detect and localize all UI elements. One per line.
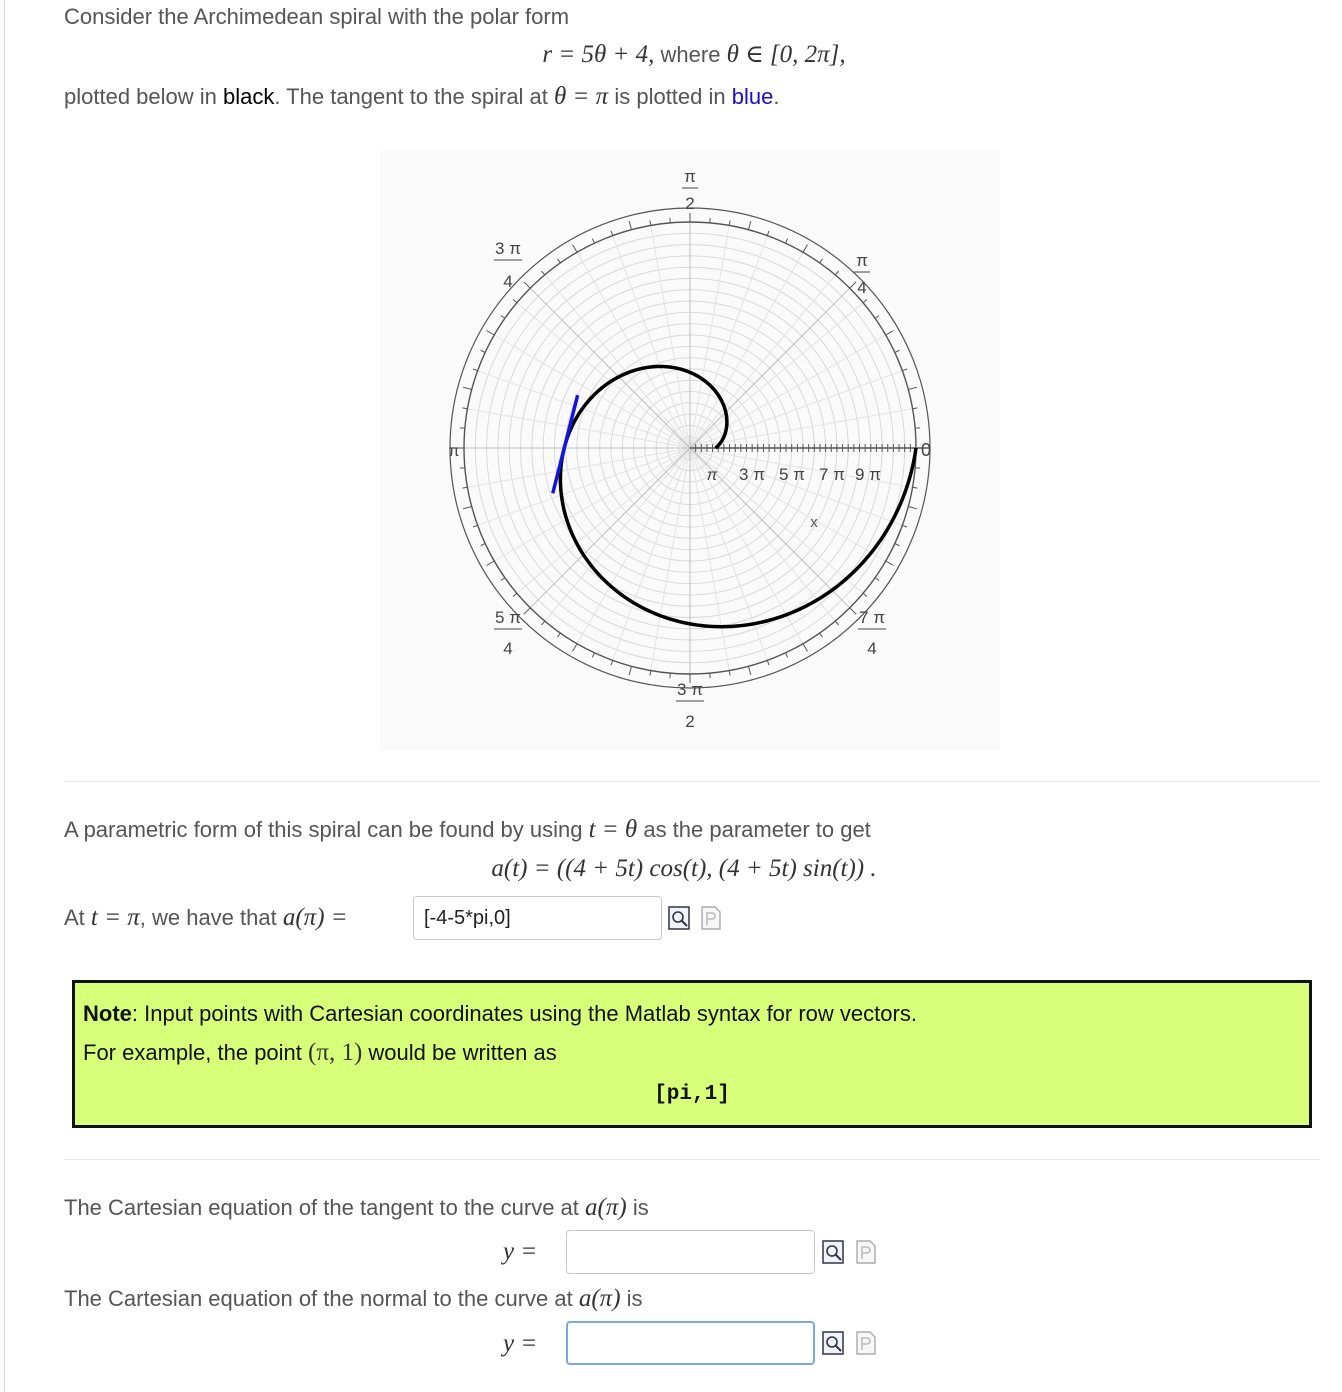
help-doc-icon[interactable] bbox=[855, 1240, 877, 1264]
radial-label-7pi: 7 π bbox=[819, 465, 845, 484]
answer-input-point[interactable] bbox=[413, 896, 662, 940]
polar-formula bbox=[0, 40, 1342, 70]
help-doc-icon[interactable] bbox=[700, 906, 722, 930]
label-pi-over-2-den: 2 bbox=[685, 194, 695, 213]
q2-text: The Cartesian equation of the tangent to the curve at bbox=[64, 1195, 586, 1220]
label-zero: 0 bbox=[920, 440, 932, 460]
preview-icon[interactable] bbox=[668, 906, 690, 930]
note-box bbox=[72, 980, 1312, 1128]
radial-label-pi: π bbox=[706, 467, 718, 484]
note-text: For example, the point bbox=[83, 1040, 309, 1065]
note-line-2 bbox=[83, 1039, 557, 1067]
divider bbox=[64, 781, 1320, 782]
q3-text: The Cartesian equation of the normal to the curve at bbox=[64, 1286, 579, 1311]
note-label: Note bbox=[83, 1001, 132, 1026]
help-doc-icon[interactable] bbox=[855, 1331, 877, 1355]
axis-marker-x: x bbox=[810, 514, 818, 531]
polar-formula-equation: r = 5θ + 4, bbox=[542, 41, 655, 68]
blue-word: blue bbox=[731, 84, 774, 109]
black-word: black bbox=[223, 84, 275, 109]
intro-line-3 bbox=[64, 82, 779, 112]
t-eq-pi: t = π bbox=[90, 904, 140, 931]
label-pi: π bbox=[448, 443, 460, 460]
label-pi-over-4-den: 4 bbox=[857, 278, 867, 297]
question-1-text bbox=[64, 903, 348, 933]
parametric-text: A parametric form of this spiral can be found by using bbox=[64, 817, 589, 842]
intro-text: . The tangent to the spiral at bbox=[274, 84, 555, 109]
label-3pi-over-4-num: 3 π bbox=[495, 239, 521, 258]
preview-icon[interactable] bbox=[822, 1331, 844, 1355]
answer-input-normal[interactable] bbox=[566, 1321, 815, 1365]
y-eq-tangent: y = bbox=[503, 1238, 538, 1265]
label-pi-over-4-num: π bbox=[856, 251, 868, 270]
radial-label-9pi: 9 π bbox=[855, 465, 881, 484]
label-3pi-over-4-den: 4 bbox=[503, 272, 513, 291]
note-text: : Input points with Cartesian coordinates using the Matlab syntax for row vectors. bbox=[131, 1001, 917, 1026]
question-3-text bbox=[64, 1284, 643, 1314]
a-pi: a(π) bbox=[578, 1285, 621, 1312]
label-3pi-over-2-num: 3 π bbox=[677, 680, 703, 699]
a-pi-eq: a(π) = bbox=[282, 904, 348, 931]
question-2-text bbox=[64, 1193, 649, 1223]
radial-label-3pi: 3 π bbox=[739, 465, 765, 484]
preview-icon[interactable] bbox=[822, 1240, 844, 1264]
label-7pi-over-4-den: 4 bbox=[867, 639, 877, 658]
q1-text: At bbox=[64, 905, 91, 930]
q3-text: is bbox=[620, 1286, 643, 1311]
note-point: (π, 1) bbox=[308, 1039, 363, 1066]
note-text: would be written as bbox=[362, 1040, 557, 1065]
note-code-example: [pi,1] bbox=[654, 1083, 730, 1106]
parametric-formula bbox=[0, 854, 1342, 884]
radial-label-5pi: 5 π bbox=[779, 465, 805, 484]
label-7pi-over-4-num: 7 π bbox=[859, 608, 885, 627]
parametric-line-1 bbox=[64, 815, 871, 845]
note-line-1 bbox=[83, 1001, 917, 1027]
intro-line-1: Consider the Archimedean spiral with the polar form bbox=[64, 4, 570, 29]
label-5pi-over-4-num: 5 π bbox=[495, 608, 521, 627]
parametric-text: as the parameter to get bbox=[637, 817, 871, 842]
y-eq-normal: y = bbox=[503, 1330, 538, 1357]
divider bbox=[64, 1159, 1320, 1160]
polar-formula-where: where bbox=[654, 42, 727, 67]
intro-text: plotted below in bbox=[64, 84, 223, 109]
q2-text: is bbox=[626, 1195, 649, 1220]
label-3pi-over-2-den: 2 bbox=[685, 712, 695, 731]
theta-eq-pi: θ = π bbox=[554, 83, 609, 110]
label-pi-over-2-num: π bbox=[684, 167, 696, 186]
parametric-formula-text: a(t) = ((4 + 5t) cos(t), (4 + 5t) sin(t)) . bbox=[491, 855, 877, 882]
t-eq-theta: t = θ bbox=[588, 816, 638, 843]
label-5pi-over-4-den: 4 bbox=[503, 639, 513, 658]
polar-formula-domain: θ ∈ [0, 2π], bbox=[726, 41, 846, 68]
q1-text: , we have that bbox=[139, 905, 283, 930]
intro-text: is plotted in bbox=[608, 84, 732, 109]
a-pi: a(π) bbox=[585, 1194, 627, 1221]
answer-input-tangent[interactable] bbox=[566, 1230, 815, 1274]
intro-text: . bbox=[773, 84, 780, 109]
polar-plot bbox=[380, 150, 1000, 750]
